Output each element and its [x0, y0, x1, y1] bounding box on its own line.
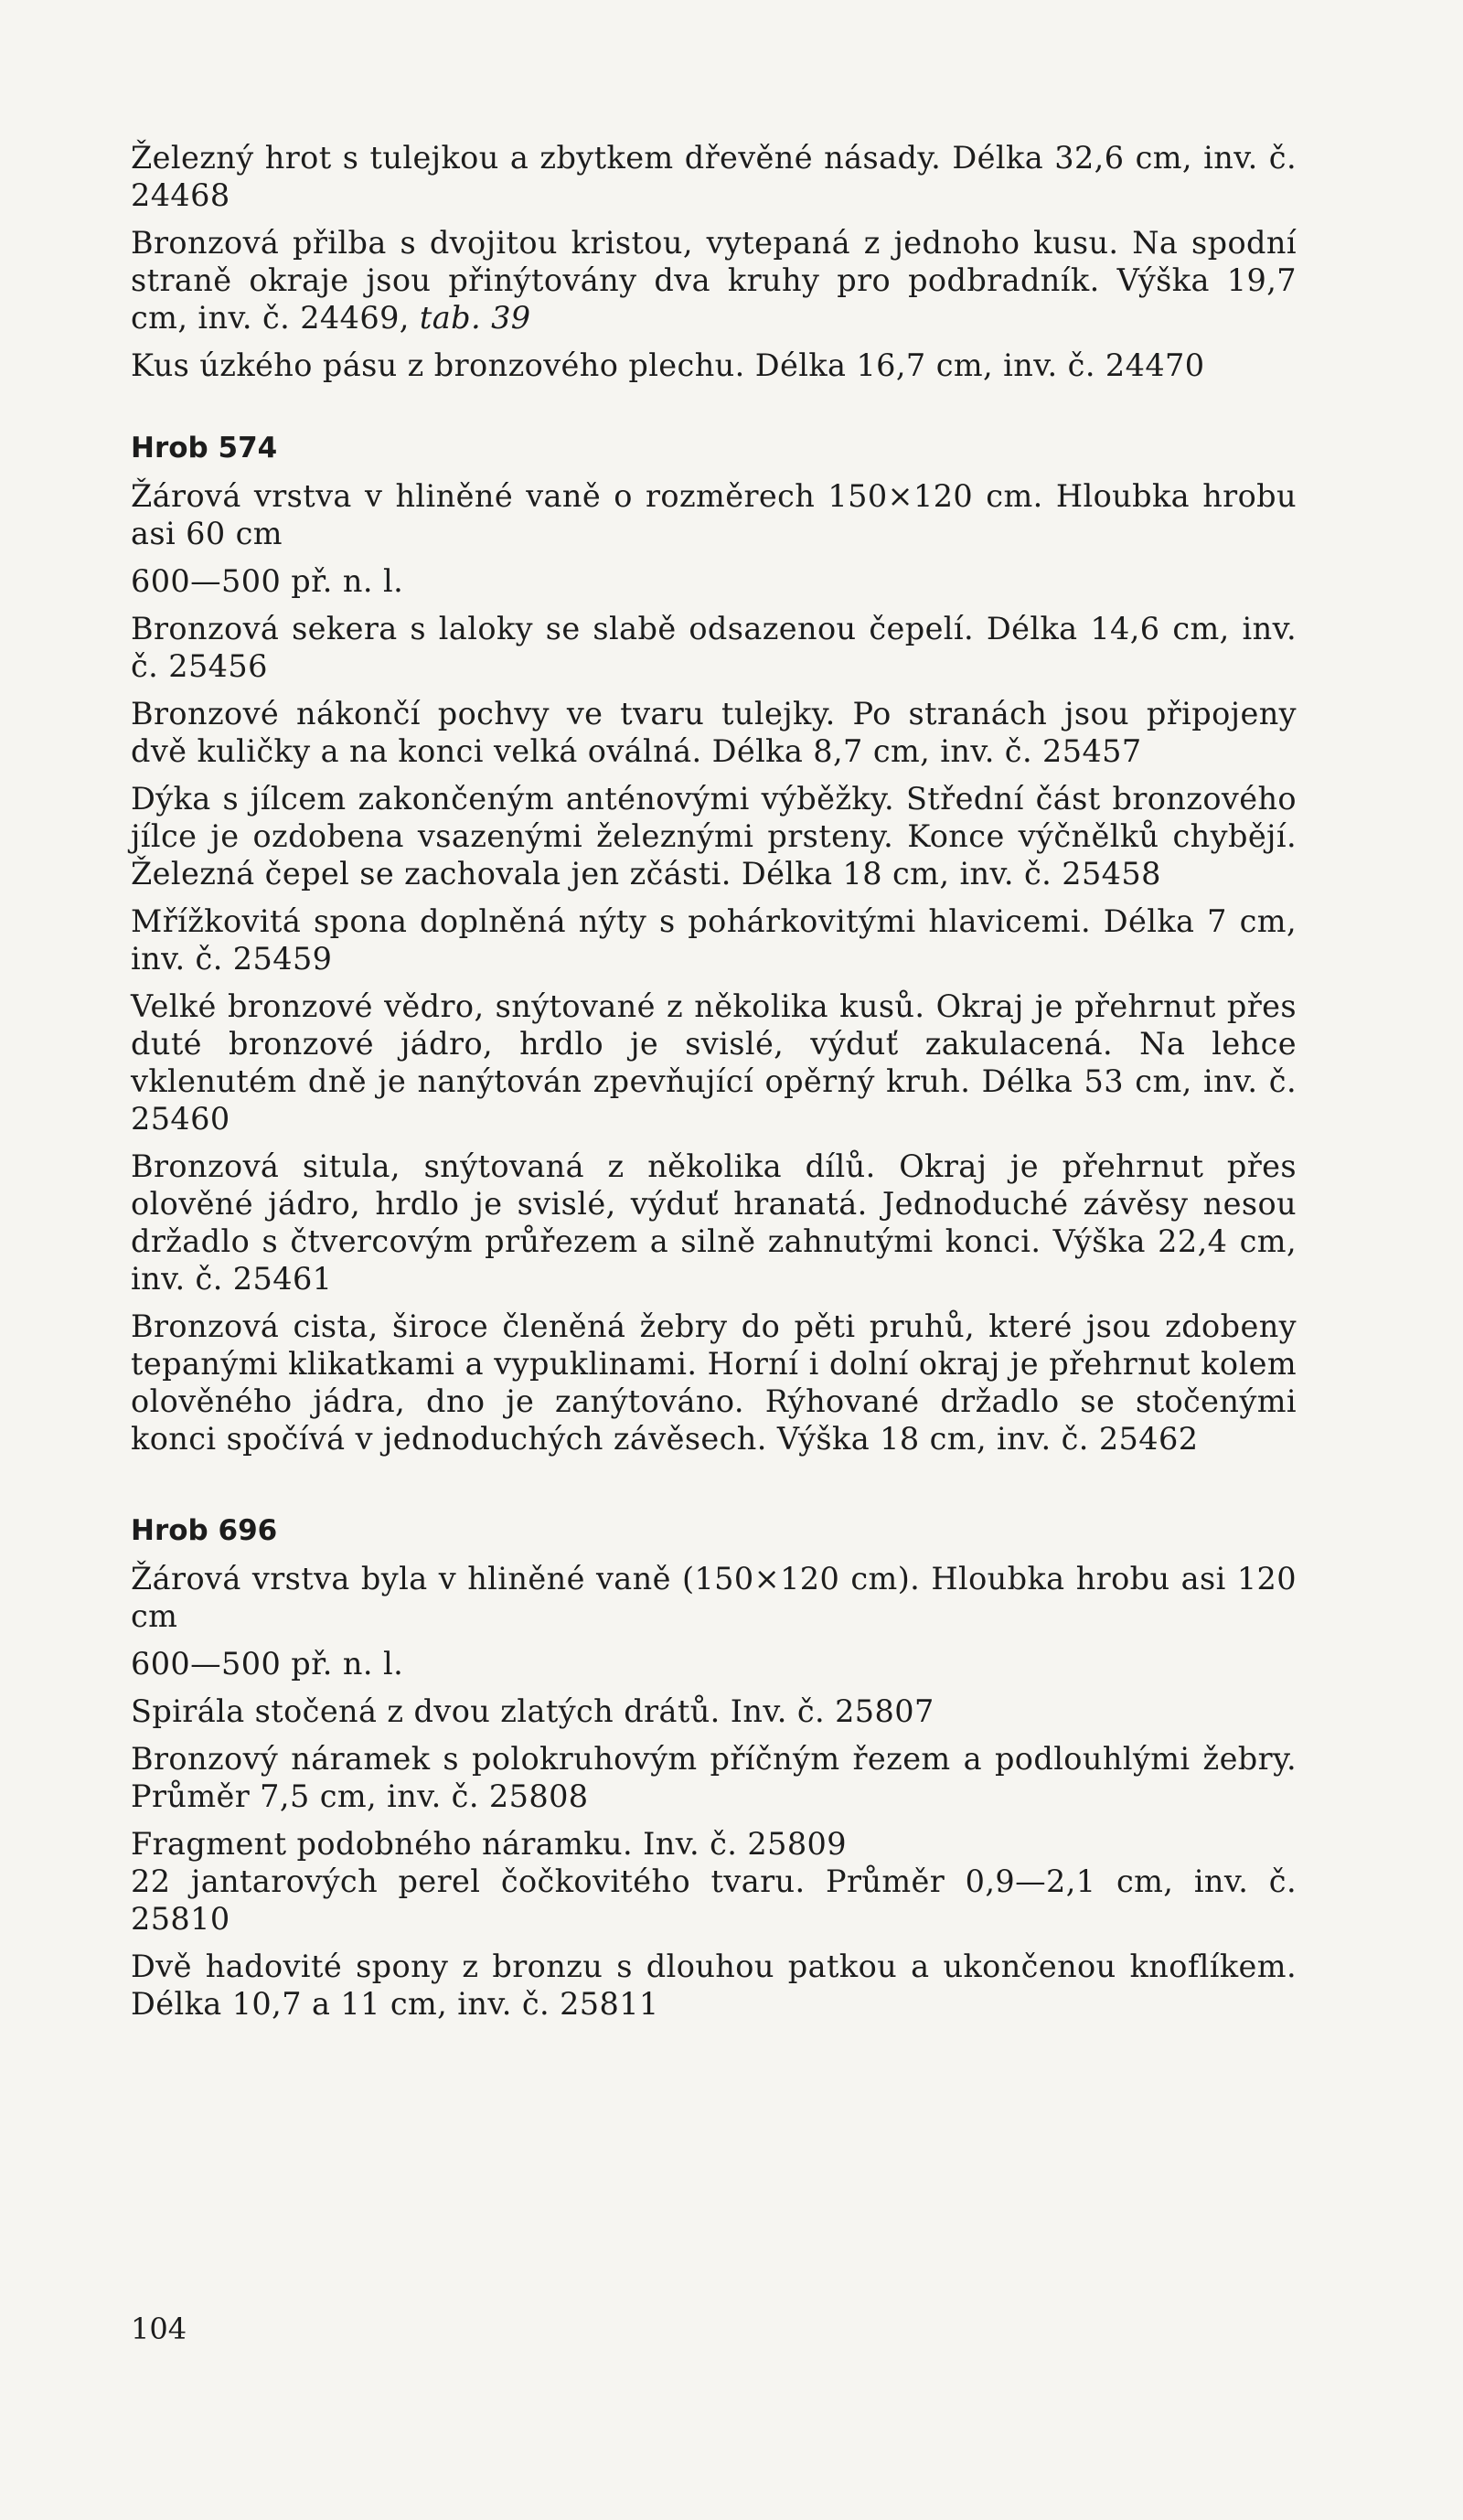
grave-696-entry: Fragment podobného náramku. Inv. č. 25809: [131, 1826, 847, 1862]
grave-696-heading: Hrob 696: [131, 1514, 278, 1547]
grave-574-entry: Bronzová sekera s laloky se slabě odsazenou čepelí. Délka 14,6 cm, inv. č. 25456: [131, 611, 1297, 684]
grave-574-entry: Bronzová situla, snýtovaná z několika dílů. Okraj je přehrnut přes olověné jádro, hrdlo je svislé, výduť hranatá. Jednoduché závěsy nesou držadlo s čtvercovým průřezem a silně zahnutými konci. Výška 22,4 cm, inv. č. 25461: [131, 1148, 1297, 1297]
grave-696-entry: Bronzový náramek s polokruhovým příčným řezem a podlouhlými žebry. Průměr 7,5 cm, inv. č. 25808: [131, 1741, 1297, 1814]
plate-reference: tab. 39: [419, 300, 531, 336]
page-number: 104: [131, 2312, 187, 2346]
grave-574-entry: 600—500 př. n. l.: [131, 563, 404, 599]
grave-574-entry: Velké bronzové vědro, snýtované z několika kusů. Okraj je přehrnut přes duté bronzové jádro, hrdlo je svislé, výduť zakulacená. Na lehce vklenutém dně je nanýtován zpevňující opěrný kruh. Délka 53 cm, inv. č. 25460: [131, 988, 1297, 1137]
grave-574-entry: Žárová vrstva v hliněné vaně o rozměrech 150×120 cm. Hloubka hrobu asi 60 cm: [131, 478, 1297, 551]
grave-696-entry: Dvě hadovité spony z bronzu s dlouhou patkou a ukončenou knoflíkem. Délka 10,7 a 11 cm, inv. č. 25811: [131, 1949, 1297, 2022]
grave-696-entry: Spirála stočená z dvou zlatých drátů. Inv. č. 25807: [131, 1693, 934, 1729]
helmet-text: Bronzová přilba s dvojitou kristou, vytepaná z jednoho kusu. Na spodní straně okraje jsou přinýtovány dva kruhy pro podbradník. Výška 19,7 cm, inv. č. 24469,: [131, 225, 1297, 336]
grave-696-entry: 22 jantarových perel čočkovitého tvaru. Průměr 0,9—2,1 cm, inv. č. 25810: [131, 1863, 1297, 1937]
page-content: [131, 139, 1297, 2033]
grave-696-entry: Žárová vrstva byla v hliněné vaně (150×120 cm). Hloubka hrobu asi 120 cm: [131, 1561, 1297, 1634]
grave-574-entry: Mřížkovitá spona doplněná nýty s pohárkovitými hlavicemi. Délka 7 cm, inv. č. 25459: [131, 903, 1297, 977]
grave-574-heading: Hrob 574: [131, 432, 278, 464]
entry-iron-spearhead: Železný hrot s tulejkou a zbytkem dřevěné násady. Délka 32,6 cm, inv. č. 24468: [131, 140, 1297, 213]
grave-696-entry: 600—500 př. n. l.: [131, 1646, 404, 1682]
entry-bronze-helmet: [131, 224, 1297, 336]
entry-bronze-strip: Kus úzkého pásu z bronzového plechu. Délka 16,7 cm, inv. č. 24470: [131, 347, 1205, 383]
grave-574-entry: Bronzová cista, široce členěná žebry do pěti pruhů, které jsou zdobeny tepanými klikatkami a vypuklinami. Horní i dolní okraj je přehrnut kolem olověného jádra, dno je zanýtováno. Rýhované držadlo se stočenými konci spočívá v jednoduchých závěsech. Výška 18 cm, inv. č. 25462: [131, 1308, 1297, 1457]
grave-574-entry: Dýka s jílcem zakončeným anténovými výběžky. Střední část bronzového jílce je ozdobena vsazenými železnými prsteny. Konce výčnělků chybějí. Železná čepel se zachovala jen zčásti. Délka 18 cm, inv. č. 25458: [131, 781, 1297, 892]
grave-574-entry: Bronzové nákončí pochvy ve tvaru tulejky. Po stranách jsou připojeny dvě kuličky a na konci velká oválná. Délka 8,7 cm, inv. č. 25457: [131, 696, 1297, 769]
